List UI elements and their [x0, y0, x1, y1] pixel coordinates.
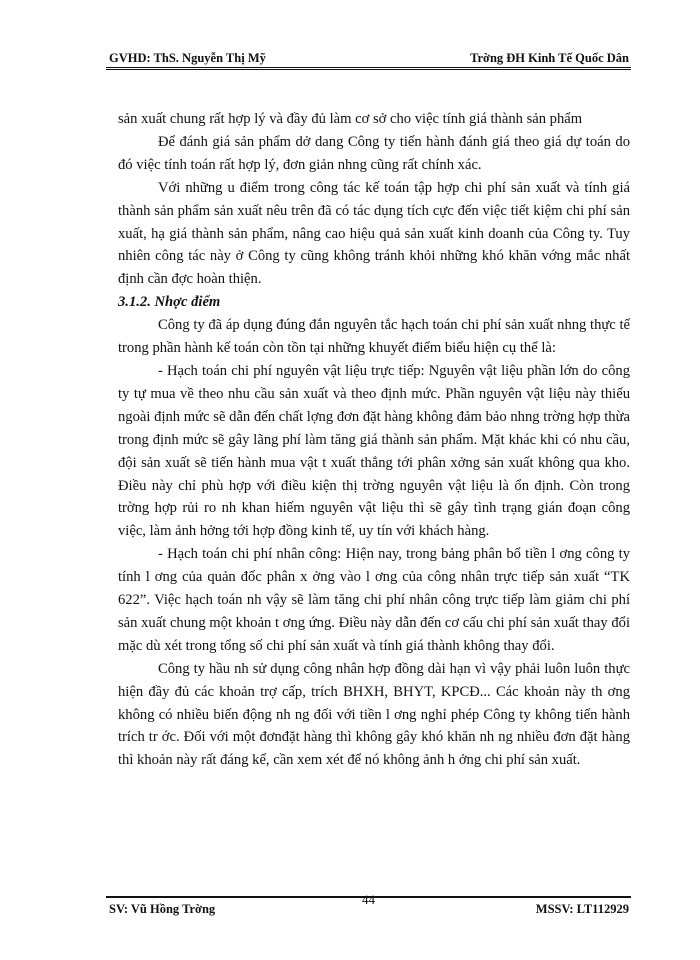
page-header	[106, 49, 631, 70]
paragraph-continuation: sản xuất chung rất hợp lý và đầy đủ làm cơ sở cho việc tính giá thành sản phẩm	[118, 111, 583, 127]
paragraph: Công ty đã áp dụng đúng đắn nguyên tắc hạch toán chi phí sản xuất nhng thực tế trong phần hành kế toán còn tồn tại những khuyết điểm biểu hiện cụ thể là:	[118, 317, 630, 357]
university-name: Trờng ĐH Kinh Tế Quốc Dân	[470, 51, 629, 65]
page-number: 44	[362, 892, 375, 907]
paragraph-material-cost: - Hạch toán chi phí nguyên vật liệu trực tiếp: Nguyên vật liệu phần lớn do công ty tự mua về theo nhu cầu sản xuất và theo định mức. Phần nguyên vật liệu này thiếu ngoài định mức sẽ dẫn đến chất lợng đơn đặt hàng không đảm bảo nhng trờng hợp thừa trong định mức sẽ gây lãng phí làm tăng giá thành sản phẩm. Mặt khác khi có nhu cầu, đội sản xuất sẽ tiến hành mua vật t xuất thẳng tới phân xởng sản xuất không qua kho. Điều này chỉ phù hợp với điều kiện thị trờng nguyên vật liệu là ổn định. Còn trong trờng hợp rủi ro nh khan hiếm nguyên vật liệu thì sẽ gây tình trạng gián đoạn công việc, làm ảnh hởng tới hợp đồng kinh tế, uy tín với khách hàng.	[118, 362, 630, 540]
paragraph-labor-cost: - Hạch toán chi phí nhân công: Hiện nay, trong bảng phân bổ tiền l ơng công ty tính l ơng của quản đốc phân x ởng vào l ơng của công nhân trực tiếp sản xuất “TK 622”. Việc hạch toán nh vậy sẽ làm tăng chi phí nhân công trực tiếp làm giảm chi phí sản xuất chung một khoản t ơng ứng. Điều này dẫn đến cơ cấu chi phí sản xuất thay đổi mặc dù xét trong tổng số chi phí sản xuất và tính giá thành không thay đổi.	[118, 546, 630, 654]
paragraph: Để đánh giá sản phẩm dở dang Công ty tiến hành đánh giá theo giá dự toán do đó việc tính toán rất hợp lý, đơn giản nhng cũng rất chính xác.	[118, 133, 630, 173]
student-id: MSSV: LT112929	[535, 902, 629, 916]
advisor-name: GVHD: ThS. Nguyễn Thị Mỹ	[109, 51, 266, 65]
paragraph: Với những u điểm trong công tác kế toán tập hợp chi phí sản xuất và tính giá thành sản phẩm sản xuất nêu trên đã có tác dụng tích cực đến việc tiết kiệm chi phí sản xuất, hạ giá thành sản phẩm, nâng cao hiệu quả sản xuất kinh doanh của Công ty. Tuy nhiên công tác này ở Công ty cũng không tránh khỏi những khó khăn vớng mắc nhất định cần đợc hoàn thiện.	[118, 179, 630, 288]
paragraph: Công ty hầu nh sử dụng công nhân hợp đồng dài hạn vì vậy phải luôn luôn thực hiện đầy đủ các khoản trợ cấp, trích BHXH, BHYT, KPCĐ... Các khoản này th ơng không có nhiều biến động nh ng đối với tiền l ơng nghỉ phép Công ty không tiến hành trích tr ớc. Đối với một đơnđặt hàng thì không gây khó khăn nh ng nhiều đơn đặt hàng thì khoản này rất đáng kể, cần xem xét để nó không ảnh h ởng chi phí sản xuất.	[118, 660, 630, 769]
page-footer	[106, 892, 631, 918]
section-heading: 3.1.2. Nhợc điểm	[118, 294, 221, 311]
student-name: SV: Vũ Hồng Trờng	[109, 902, 216, 916]
document-body	[118, 108, 630, 772]
